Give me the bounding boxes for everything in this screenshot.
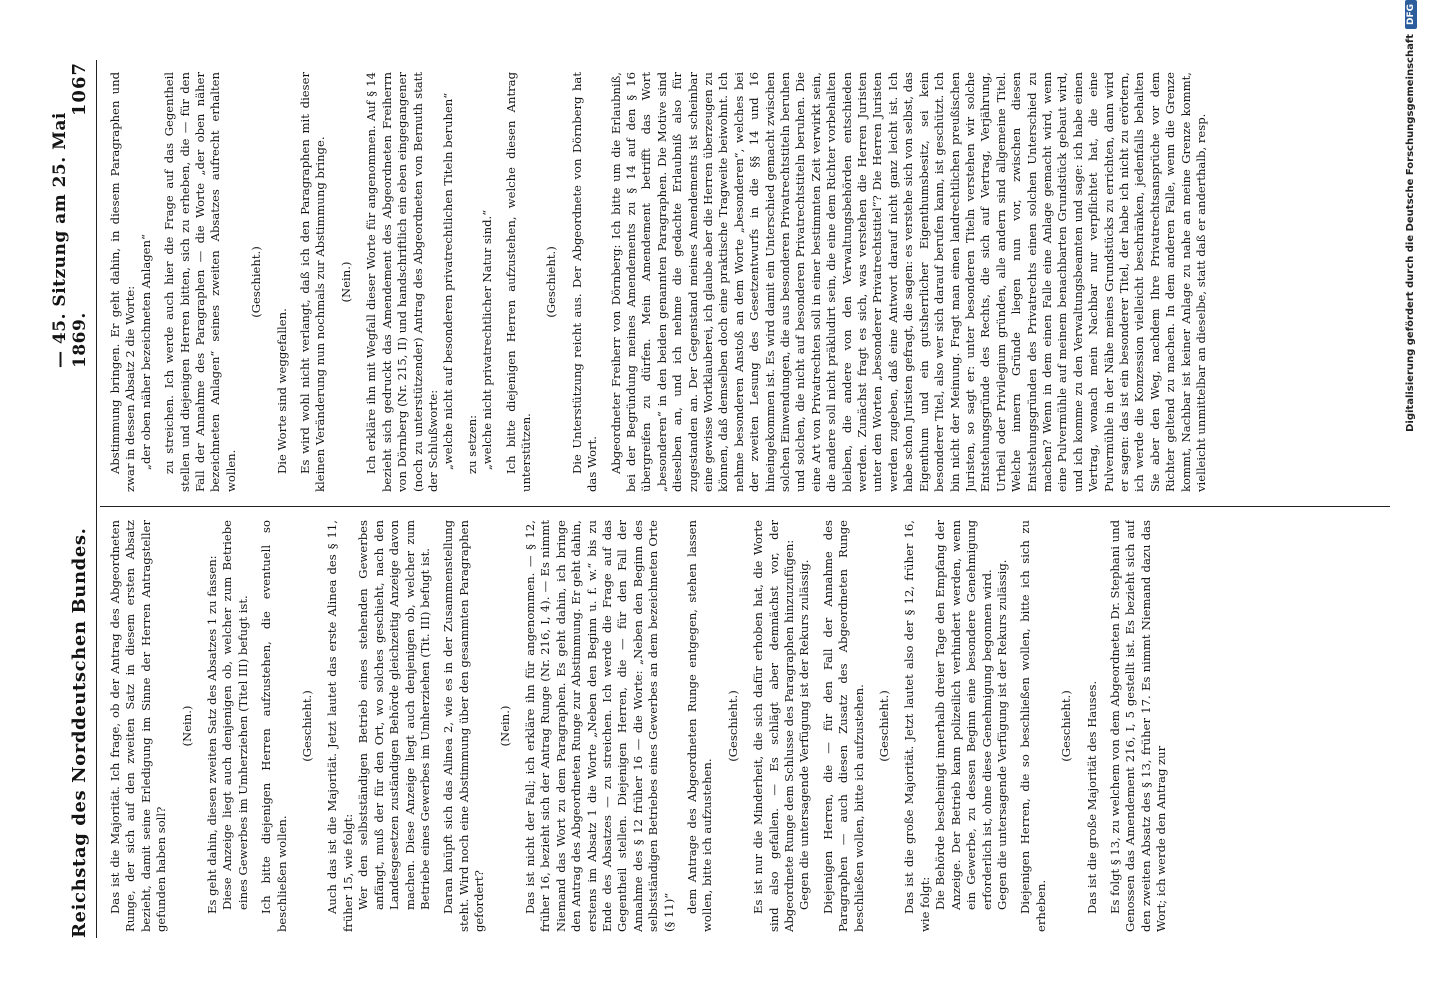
stage-direction: (Geschieht.) — [544, 246, 559, 318]
paragraph: Die Unterstützung reicht aus. Der Abgeordnete von Dörnberg hat das Wort. — [569, 72, 600, 492]
stage-direction: (Geschieht.) — [1059, 690, 1074, 762]
paragraph: Die Worte sind weggefallen. — [274, 308, 289, 474]
paragraph: Das ist die große Majorität des Hauses. — [1084, 680, 1099, 914]
paragraph: Abstimmung bringen. Er geht dahin, in diesem Paragraphen und zwar in dessen Absatz 2 die Worte: — [108, 72, 138, 492]
paragraph: Abgeordneter Freiherr von Dörnberg: Ich bitte um die Erlaubniß, bei der Begründung meines Amendements zu § 14 auf den § 16 übergreifen zu dürfen. Mein Amendement betrifft das Wort „besonderen“ in den beiden genannten Paragraphen. Die Motive sind dieselben an, und ich nehme die gedachte Erlaubniß also für zugestanden an. Der Gegenstand meines Amendements ist scheinbar eine gewisse Wortklauberei, ich glaube aber die Herren überzeugen zu können, daß demselben doch eine praktische Tragweite beiwohnt. Ich nehme besonderen Anstoß an dem Worte „besonderen“, welches bei der zweiten Lesung des Gesetzentwurfs in die §§ 14 und 16 hineingekommen ist. Es wird damit ein Unterschied gemacht zwischen solchen Einwendungen, die aus besonderen Privatrechtstiteln beruhen und solchen, die nicht auf besonderen Privatrechtstiteln beruhen. Die eine Art von Privatrechten soll in einer bestimmten Zeit verwirkt sein, die andere soll nicht präkludirt sein, die eine dem Richter vorbehalten bleiben, die andere von den Verwaltungsbehörden entschieden werden. Zunächst fragt es sich, was verstehen die Herren Juristen unter den Worten „besonderer Privatrechtstitel“? Die Herren Juristen werden zugeben, daß eine Antwort darauf nicht ganz leicht ist. Ich habe schon Juristen gefragt, die sagen: es verstehe sich von selbst, das Eigenthum und ein gutsherrlicher Eigenthumsbesitz, sei kein besonderer Titel, also wer sich darauf berufen kann, ist geschützt. Ich bin nicht der Meinung. Fragt man einen landrechtlichen preußischen Juristen, so sagt er: unter besonderen Titeln verstehen wir solche Entstehungsgründe des Rechts, die sich auf Vertrag, Verjährung, Urtheil oder Privilegium gründen, alle andern sind allgemeine Titel. Welche innern Gründe liegen nun vor, zwischen diesen Entstehungsgründen des Privatrechts einen solchen Unterschied zu machen? Wenn in dem einen Falle eine Anlage gemacht wird, wenn eine Pulvermühle auf meinem benachbarten Grundstück gebaut wird, und ich komme zu den Verwaltungsbeamten und sage: ich habe einen Vertrag, wonach mein Nachbar nur verpflichtet hat, die eine Pulvermühle in der Nähe meines Grundstücks zu errichten, dann wird er sagen: das ist ein besonderer Titel, der habe ich nicht zu erörtern, ich werde die Konzession vielleicht beschränken, jedenfalls behalten Sie aber den Weg, nachdem Ihre Privatrechtsansprüche vor dem Richter geltend zu machen. In dem anderen Falle, wenn die Grenze kommt, Nachbar ist keiner Anlage zu nahe an meine Grenze kommt, vielleicht unmittelbar an dieselbe, statt daß er anderthalb, resp. — [608, 72, 1208, 492]
paragraph: dem Antrage des Abgeordneten Runge entgegen, stehen lassen wollen, bitte ich aufzustehen. — [685, 520, 715, 932]
credit-text: Digitalisierung gefördert durch die Deutsche Forschungsgemeinschaft — [1405, 34, 1416, 432]
paragraph: Ich bitte diejenigen Herren aufzustehen, welche diesen Antrag unterstützen. — [503, 72, 533, 492]
stage-direction: (Geschieht.) — [877, 690, 892, 762]
paragraph: Wer den selbstständigen Betrieb eines stehenden Gewerbes anfängt, muß der für den Ort, wo solches geschieht, nach den Landesgesetzen zuständigen Behörde gleichzeitig Anzeige davon machen. Diese Anzeige liegt auch denjenigen ob, welcher zum Betriebe eines Gewerbes im Umherziehen (Tit. III) befugt ist. — [356, 520, 432, 910]
stage-direction: (Geschieht.) — [249, 246, 264, 318]
paragraph: Diese Anzeige liegt auch denjenigen ob, welcher zum Betriebe eines Gewerbes im Umherziehen (Titel III) befugt ist. — [220, 520, 250, 910]
stage-direction: (Nein.) — [497, 705, 512, 747]
left-column — [108, 520, 1393, 932]
digitization-credit — [1405, 0, 1423, 1000]
paragraph: Gegen die untersagende Verfügung ist der Rekurs zulässig. — [994, 559, 1009, 910]
column-divider — [100, 506, 1390, 507]
session-title: — 45. Sitzung am 25. Mai 1869. — [50, 112, 90, 368]
stage-direction: (Nein.) — [179, 705, 194, 747]
paragraph: „welche nicht auf besonderen privatrechtlichen Titeln beruhen“ — [441, 92, 456, 470]
paragraph: Ich erkläre ihn mit Wegfall dieser Worte für angenommen. Auf § 14 bezieht sich gedruckt das Amendement des Abgeordneten Freiherrn von Dörnberg (Nr. 215, II) und handschriftlich ein eben eingegangener (noch zu unterstützender) Antrag des Abgeordneten von Bernuth statt der Schlußworte: — [364, 72, 440, 492]
paragraph: Auch das ist die Majorität. Jetzt lautet das erste Alinea des § 11, früher 15, wie folgt: — [325, 520, 355, 932]
paragraph: Es folgt § 13, zu welchem von dem Abgeordneten Dr. Stephani und Genossen das Amendement 216, I, 5 gestellt ist. Es bezieht sich auf den zweiten Absatz des § 13, früher 17. Es nimmt Niemand dazu das Wort; ich werde den Antrag zur — [1107, 520, 1169, 932]
paragraph: Gegen die untersagende Verfügung ist der Rekurs zulässig. — [797, 559, 812, 910]
paragraph: Es geht dahin, diesen zweiten Satz des Absatzes 1 zu fassen: — [205, 555, 220, 914]
paragraph: Es ist nur die Minderheit, die sich dafür erhoben hat, die Worte sind also gefallen. — Es schlägt aber demnächst vor, der Abgeordnete Runge dem Schlusse des Paragraphen hinzuzufügen: — [751, 520, 797, 932]
paragraph: Diejenigen Herren, die — für den Fall der Annahme des Paragraphen — auch diesen Zusatz des Abgeordneten Runge beschließen wollen, bitte ich aufzustehen. — [820, 520, 866, 932]
paragraph: „der oben näher bezeichneten Anlagen“ — [138, 234, 153, 470]
stage-direction: (Geschieht.) — [300, 690, 315, 762]
paragraph: Daran knüpft sich das Alinea 2, wie es in der Zusammenstellung steht. Wird noch eine Abstimmung über den gesammten Paragraphen gefordert? — [441, 520, 487, 932]
paragraph: Das ist die Majorität. Ich frage, ob der Antrag des Abgeordneten Runge, der sich auf den zweiten Satz in diesem ersten Absatz bezieht, damit seine Erledigung im Sinne der Herren Antragsteller gefunden haben soll? — [108, 520, 169, 932]
paragraph: zu setzen: — [464, 414, 479, 474]
right-column — [108, 72, 1393, 492]
paragraph: Ich bitte diejenigen Herren aufzustehen, die eventuell so beschließen wollen. — [259, 520, 289, 932]
stage-direction: (Nein.) — [338, 261, 353, 303]
paragraph: Es wird wohl nicht verlangt, daß ich den Paragraphen mit dieser kleinen Veränderung nun nochmals zur Abstimmung bringe. — [298, 72, 328, 492]
running-title: Reichstag des Norddeutschen Bundes. — [69, 527, 90, 938]
dfg-logo: DFG — [1405, 0, 1417, 29]
page-number: 1067 — [69, 62, 90, 117]
paragraph: zu streichen. Ich werde auch hier die Frage auf das Gegentheil stellen und diejenigen Herren bitten, sich zu erheben, die — für den Fall der Annahme des Paragraphen — die Worte „der oben näher bezeichneten Anlagen“ seines zweiten Absatzes aufrecht erhalten wollen. — [162, 72, 238, 492]
paragraph: Diejenigen Herren, die so beschließen wollen, bitte ich sich zu erheben. — [1018, 520, 1048, 932]
paragraph: „welche nicht privatrechtlicher Natur sind.“ — [480, 209, 495, 470]
paragraph: Das ist die große Majorität. Jetzt lautet also der § 12, früher 16, wie folgt: — [902, 520, 932, 932]
paragraph: Die Behörde bescheinigt innerhalb dreier Tage den Empfang der Anzeige. Der Betrieb kann polizeilich verhindert werden, wenn ein Gewerbe, zu dessen Beginn eine besondere Genehmigung erforderlich ist, ohne diese Genehmigung begonnen wird. — [933, 520, 994, 910]
stage-direction: (Geschieht.) — [725, 690, 740, 762]
page-header — [50, 60, 97, 938]
paragraph: Das ist nicht der Fall; ich erkläre ihn für angenommen. — § 12, früher 16, bezieht sich der Antrag Runge (Nr. 216, I, 4). — Es nimmt Niemand das Wort zu dem Paragraphen. Es geht dahin, ich bringe den Antrag des Abgeordneten Runge zur Abstimmung. Er geht dahin, erstens im Absatz 1 die Worte „Neben den Beginn u. f. w.“ bis zu Ende des Absatzes — zu streichen. Ich werde die Frage auf das Gegentheil stellen. Diejenigen Herren, die — für den Fall der Annahme des § 12 früher 16 — die Worte: „Neben den Beginn des selbstständigen Betriebes eines Gewerbes an dem bezeichneten Orte (§ 11)“ — [522, 520, 676, 932]
